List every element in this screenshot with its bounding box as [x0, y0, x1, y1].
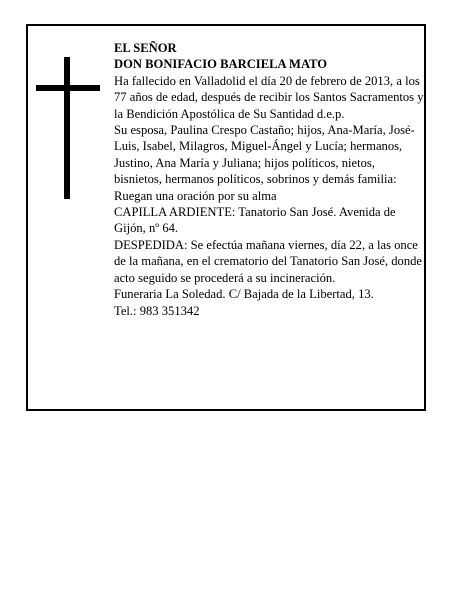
family-list: Su esposa, Paulina Crespo Castaño; hijos, Ana-María, José-Luis, Isabel, Milagros, Miguel-Ángel y Lucía; hermanos, Justino, Ana María y Juliana; hijos políticos, nietos, bisnietos, hermanos políticos, sobrinos y demás familia: — [114, 123, 415, 187]
obituary-notice — [26, 24, 426, 411]
notice-title: EL SEÑOR — [114, 41, 177, 55]
funeral-home: Funeraria La Soledad. C/ Bajada de la Libertad, 13. — [114, 287, 374, 302]
prayer-request: Ruegan una oración por su alma — [114, 188, 277, 203]
notice-text — [114, 40, 426, 319]
farewell-info: DESPEDIDA: Se efectúa mañana viernes, día 22, a las once de la mañana, en el crematorio del Tanatorio San José, donde acto seguido se procederá a su incineración. — [114, 237, 423, 285]
deceased-name: DON BONIFACIO BARCIELA MATO — [114, 57, 328, 72]
cross-vertical-bar — [64, 57, 70, 199]
chapel-info: CAPILLA ARDIENTE: Tanatorio San José. Avenida de Gijón, nº 64. — [114, 205, 396, 236]
cross-horizontal-bar — [36, 85, 100, 91]
phone-number: Tel.: 983 351342 — [114, 303, 200, 318]
latin-cross-icon — [36, 57, 100, 199]
death-announcement: Ha fallecido en Valladolid el día 20 de febrero de 2013, a los 77 años de edad, después de recibir los Santos Sacramentos y la Bendición Apostólica de Su Santidad d.e.p. — [114, 73, 424, 121]
